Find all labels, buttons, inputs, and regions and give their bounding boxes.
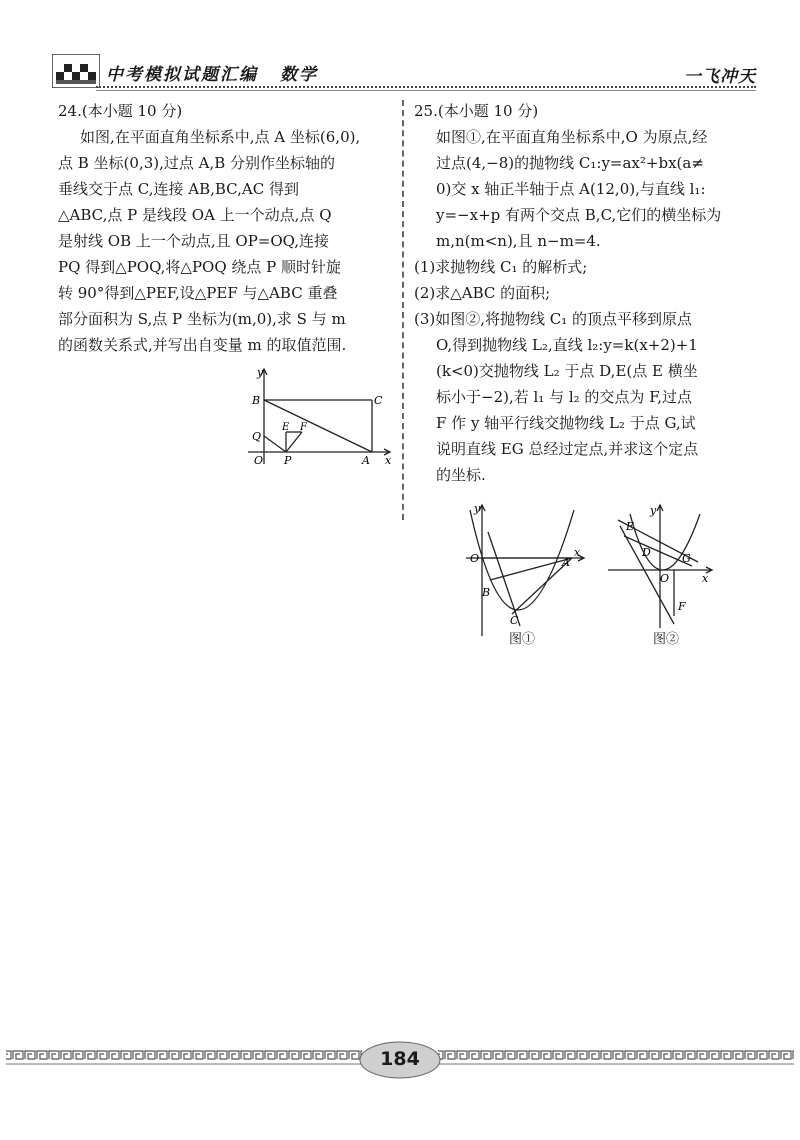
fig2-label-G: G — [682, 552, 691, 565]
column-divider — [402, 100, 404, 520]
fig2-label-O: O — [660, 572, 670, 585]
question-25-part-3-line: O,得到抛物线 L₂,直线 l₂:y=k(x+2)+1 — [436, 336, 698, 354]
figure-1-caption: 图① — [509, 632, 536, 647]
fig24-label-x: x — [385, 454, 392, 467]
question-24-line: 垂线交于点 C,连接 AB,BC,AC 得到 — [58, 180, 299, 198]
fig24-label-C: C — [374, 394, 383, 407]
question-25-intro-line: 如图①,在平面直角坐标系中,O 为原点,经 — [436, 128, 708, 146]
fig1-label-A: A — [562, 556, 570, 569]
question-24-line: PQ 得到△POQ,将△POQ 绕点 P 顺时针旋 — [58, 258, 342, 276]
question-25-intro-line: y=−x+p 有两个交点 B,C,它们的横坐标为 — [436, 206, 722, 224]
subject-label: 数学 — [280, 65, 318, 85]
fig1-label-O: O — [470, 552, 480, 565]
fig24-label-y: y — [257, 366, 264, 379]
question-25-intro-line: 过点(4,−8)的抛物线 C₁:y=ax²+bx(a≠ — [436, 154, 704, 172]
question-24-line: 点 B 坐标(0,3),过点 A,B 分别作坐标轴的 — [58, 154, 336, 172]
question-24-line: 转 90°得到△PEF,设△PEF 与△ABC 重叠 — [58, 284, 338, 302]
series-title — [106, 60, 318, 85]
question-25-intro-line: m,n(m<n),且 n−m=4. — [436, 232, 601, 250]
question-24-line: 是射线 OB 上一个动点,且 OP=OQ,连接 — [58, 232, 329, 250]
question-24-line: △ABC,点 P 是线段 OA 上一个动点,点 Q — [58, 206, 332, 224]
fig2-label-D: D — [642, 546, 651, 559]
fig1-label-x: x — [574, 546, 581, 559]
fig24-label-E: E — [282, 422, 290, 433]
fig24-label-F: F — [300, 422, 307, 433]
fig1-label-C: C — [510, 614, 519, 627]
fig24-label-B: B — [252, 394, 261, 407]
fig2-label-y: y — [650, 504, 657, 517]
header-rule-thin — [96, 90, 756, 91]
series-title-text: 中考模拟试题汇编 — [106, 65, 258, 85]
question-24-line: 的函数关系式,并写出自变量 m 的取值范围. — [58, 336, 347, 354]
header-rule — [96, 86, 756, 88]
figure-2-caption: 图② — [653, 632, 680, 647]
question-24-number: 24.(本小题 10 分) — [58, 102, 183, 120]
question-25-part-3-line: (k<0)交抛物线 L₂ 于点 D,E(点 E 横坐 — [436, 362, 698, 380]
fig1-label-y: y — [474, 502, 481, 515]
question-25-part-3-line: (3)如图②,将抛物线 C₁ 的顶点平移到原点 — [414, 310, 693, 328]
question-25-part-3-line: F 作 y 轴平行线交抛物线 L₂ 于点 G,试 — [436, 414, 696, 432]
fig2-label-F: F — [678, 600, 686, 613]
fig2-label-x: x — [702, 572, 709, 585]
question-25-part-3-line: 标小于−2),若 l₁ 与 l₂ 的交点为 F,过点 — [436, 388, 693, 406]
question-25-number: 25.(本小题 10 分) — [414, 102, 539, 120]
fig1-label-B: B — [482, 586, 491, 599]
question-25 — [414, 98, 764, 488]
question-25-figure-2 — [604, 500, 724, 630]
question-24-figure — [240, 364, 400, 484]
fig24-label-A: A — [362, 454, 370, 467]
question-25-part-3-line: 的坐标. — [436, 466, 486, 484]
checker-logo-icon — [52, 54, 100, 88]
question-24-line: 部分面积为 S,点 P 坐标为(m,0),求 S 与 m — [58, 310, 346, 328]
question-25-part-1: (1)求抛物线 C₁ 的解析式; — [414, 258, 588, 276]
brand-label: 一飞冲天 — [684, 67, 756, 87]
fig2-label-E: E — [626, 520, 635, 533]
page-number: 184 — [380, 1048, 420, 1070]
fig24-label-P: P — [284, 454, 292, 467]
page-header — [0, 0, 800, 100]
question-25-part-2: (2)求△ABC 的面积; — [414, 284, 551, 302]
question-25-intro-line: 0)交 x 轴正半轴于点 A(12,0),与直线 l₁: — [436, 180, 706, 198]
question-24-line: 如图,在平面直角坐标系中,点 A 坐标(6,0), — [80, 128, 361, 146]
fig24-label-O: O — [254, 454, 264, 467]
question-25-part-3-line: 说明直线 EG 总经过定点,并求这个定点 — [436, 440, 699, 458]
fig24-label-Q: Q — [252, 430, 262, 443]
question-24 — [58, 98, 398, 358]
